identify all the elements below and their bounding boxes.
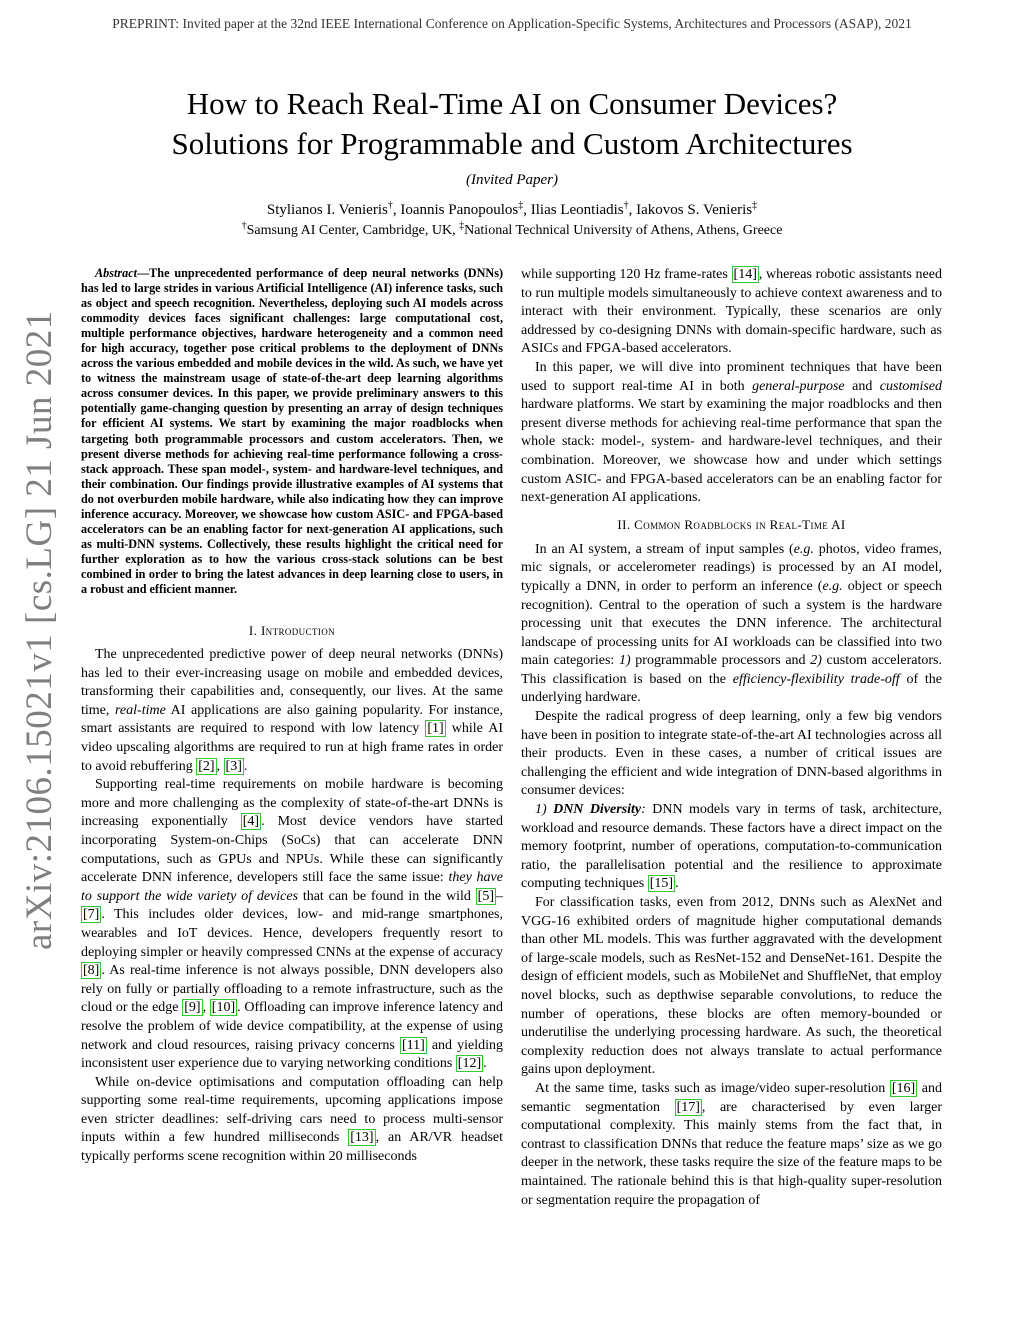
paragraph: While on-device optimisations and computation offloading can help supporting some real-time requirements, upcoming applications impose even stricter deadlines: self-driving cars need to process multi-sensor inputs within a few hundred milliseconds [13] , an AR/VR headset typically performs scene recognition within 20 milliseconds (81, 1074, 503, 1165)
invited-paper-note: (Invited Paper) (465, 172, 559, 188)
paragraph: In this paper, we will dive into prominent techniques that have been used to support real-time AI in both general-purpose and customised hardware platforms. We start by examining the major roadblocks and then present diverse methods for achieving real-time performance that span the whole stack: model-, system- and hardware-level techniques, and their combination. Moreover, we showcase how and under which settings custom ASIC- and FPGA-based accelerators can be an enabling factor for next-generation AI applications. (521, 359, 942, 506)
author-name: Stylianos I. Venieris (266, 202, 388, 218)
affil-mark: ‡ (518, 200, 524, 211)
preprint-header: PREPRINT: Invited paper at the 32nd IEEE International Conference on Application-Specific Systems, Architectures and Processors (ASAP), 2021 (112, 16, 912, 31)
citation-link[interactable]: [13] (350, 1130, 374, 1146)
author-name: Ioannis Panopoulos (400, 202, 519, 218)
abstract-text: —The unprecedented performance of deep neural networks (DNNs) has led to large strides in various Artificial Intelligence (AI) inference tasks, such as object and speech recognition. Nevertheless, deploying such AI models across commodity devices faces significant challenges: large computational cost, multiple performance objectives, hardware heterogeneity and a common need for high accuracy, together pose critical problems to the deployment of DNNs across the various embedded and mobile devices in the wild. As such, we have yet to witness the mainstream usage of state-of-the-art deep learning algorithms across consumer devices. In this paper, we provide preliminary answers to this potentially game-changing question by presenting an array of design techniques for efficient AI systems. We start by examining the major roadblocks when targeting both programmable processors and custom accelerators. Then, we present diverse methods for achieving real-time performance following a cross-stack approach. These span model-, system- and hardware-level techniques, and their combination. Our findings provide illustrative examples of AI systems that do not overburden mobile hardware, while also indicating how they can improve inference accuracy. Moreover, we showcase how custom ASIC- and FPGA-based accelerators can be an enabling factor for next-generation AI applications, such as multi-DNN systems. Collectively, these results highlight the critical need for further exploration as to how the various cross-stack solutions can be best combined in order to bring the latest advances in deep learning close to users, in a robust and efficient manner. (81, 266, 503, 596)
abstract-label: Abstract (95, 266, 137, 280)
citation-link[interactable]: [7] (83, 907, 100, 923)
affiliations (0, 220, 1024, 239)
citation-link[interactable]: [16] (891, 1080, 916, 1096)
right-column (521, 266, 942, 1210)
author-list: Stylianos I. Venieris†, Ioannis Panopoulos‡, Ilias Leontiadis†, Iakovos S. Venieris‡ (266, 200, 758, 218)
paragraph: Despite the radical progress of deep learning, only a few big vendors have been in position to integrate state-of-the-art AI technologies across all their products. Even in these cases, a number of critical issues are challenging the efficient and wide integration of DNN-based algorithms in consumer devices: (521, 709, 942, 799)
citation-link[interactable]: [11] (401, 1037, 425, 1053)
paragraph: In an AI system, a stream of input samples (e.g. photos, video frames, mic signals, or accelerometer readings) is processed by an AI model, typically a DNN, in order to perform an inference (e.g. object or speech recognition). Central to the operation of such a system is the hardware processing unit that executes the DNN inference. The architectural landscape of processing units for AI workloads can be classified into two main categories: 1) programmable processors and 2) custom accelerators. This classification is based on the efficiency-flexibility trade-off of the underlying hardware. (521, 541, 943, 706)
citation-link[interactable]: [14] (733, 267, 757, 282)
citation-link[interactable]: [10] (211, 1000, 236, 1016)
citation-link[interactable]: [12] (457, 1056, 482, 1072)
citation-link[interactable]: [3] (225, 758, 242, 774)
paragraph: Supporting real-time requirements on mobile hardware is becoming more and more challenging as the complexity of state-of-the-art DNNs is increasing exponentially [4] . Most device vendors have started incorporating System-on-Chips (SoCs) that can accelerate DNN computations, such as GPUs and NPUs. While these can significantly accelerate DNN inference, developers still face the same issue: they have to support the wide variety of devices that can be found in the wild [5] –[7] . This includes older devices, low- and mid-range smartphones, wearables and IoT devices. Hence, developers frequently resort to deploying simpler or heavily compressed CNNs at the expense of accuracy [8] . As real-time inference is not always possible, DNN developers also rely on fully or partially offloading to a remote infrastructure, such as the cloud or the edge [9] , [10] . Offloading can improve inference latency and resolve the problem of wide device compatibility, at the expense of using network and cloud resources, raising privacy concerns [11] and yielding inconsistent user experience due to varying networking conditions [12] . (81, 777, 503, 1072)
left-column (81, 266, 503, 1167)
paper-title (0, 84, 1024, 164)
citation-link[interactable]: [8] (83, 963, 100, 979)
paragraph: The unprecedented predictive power of deep neural networks (DNNs) has led to their ever-increasing usage on mobile and embedded devices, transforming their capabilities and, consequently, our lives. At the same time, real-time AI applications are also gaining popularity. For instance, smart assistants are required to respond with low latency [1] while AI video upscaling algorithms are required to run at high frame rates in order to avoid rebuffering [2] , [3] . (81, 647, 503, 774)
affil-mark: † (623, 200, 629, 211)
citation-link[interactable]: [4] (242, 814, 260, 830)
author-name: Ilias Leontiadis (530, 202, 624, 218)
subsection-paragraph: 1) DNN Diversity: DNN models vary in terms of task, architecture, workload and resource demands. These factors have a direct impact on the memory footprint, number of operations, computation-to-communication ratio, the parallelisation potential and the resilience to approximate computing techniques [15] . (521, 802, 942, 892)
abstract (81, 266, 503, 597)
subsection-heading: 1) DNN Diversity: (535, 802, 646, 818)
citation-link[interactable]: [5] (477, 888, 494, 904)
paragraph: while supporting 120 Hz frame-rates [14] , whereas robotic assistants need to run multiple models simultaneously to achieve context awareness and to interact with their environment. Typically, these scenarios are only addressed by co-designing DNNs with domain-specific hardware, such as ASICs and FPGA-based accelerators. (521, 267, 942, 357)
arxiv-sidebar-id: arXiv:2106.15021v1 [cs.LG] 21 Jun 2021 (19, 310, 60, 950)
affil-mark: ‡ (459, 220, 465, 232)
paragraph: At the same time, tasks such as image/video super-resolution [16] and semantic segmentation [17] , are characterised by even larger computational complexity. This mainly stems from the fact that, in contrast to classification DNNs that reduce the feature maps’ size as we go deeper in the network, these tasks require the size of the feature maps to be maintained. The rationale behind this is that high-quality super-resolution or segmentation require the propagation of (521, 1080, 942, 1208)
title-line-2: Solutions for Programmable and Custom Architectures (171, 126, 853, 161)
citation-link[interactable]: [2] (198, 758, 215, 774)
citation-link[interactable]: [9] (184, 1000, 201, 1016)
author-name: Iakovos S. Venieris (636, 202, 753, 218)
title-line-1: How to Reach Real-Time AI on Consumer Devices? (186, 86, 838, 121)
section-heading-roadblocks: II. Common Roadblocks in Real-Time AI (617, 516, 846, 532)
citation-link[interactable]: [15] (649, 876, 674, 892)
citation-link[interactable]: [17] (676, 1099, 700, 1115)
paragraph: For classification tasks, even from 2012, DNNs such as AlexNet and VGG-16 exhibited orders of magnitude higher computational demands than other ML models. This was further aggravated with the development of large-scale models, such as ResNet-152 and DenseNet-161. Despite the design of efficient models, such as MobileNet and ShuffleNet, that employ novel blocks, such as depthwise separable convolutions, to reduce the number of operations, these blocks are often memory-bounded or underutilise the underlying processing hardware. As such, the theoretical complexity reduction does not always translate to actual performance gains upon deployment. (521, 895, 942, 1078)
citation-link[interactable]: [1] (427, 721, 444, 737)
section-heading-introduction: I. Introduction (248, 623, 336, 639)
affil-mark: † (387, 200, 393, 211)
affiliation-1: Samsung AI Center, Cambridge, UK, (246, 223, 460, 238)
affil-mark: ‡ (752, 200, 758, 211)
affil-mark: † (241, 220, 247, 232)
affiliation-2: National Technical University of Athens, Athens, Greece (464, 223, 783, 238)
